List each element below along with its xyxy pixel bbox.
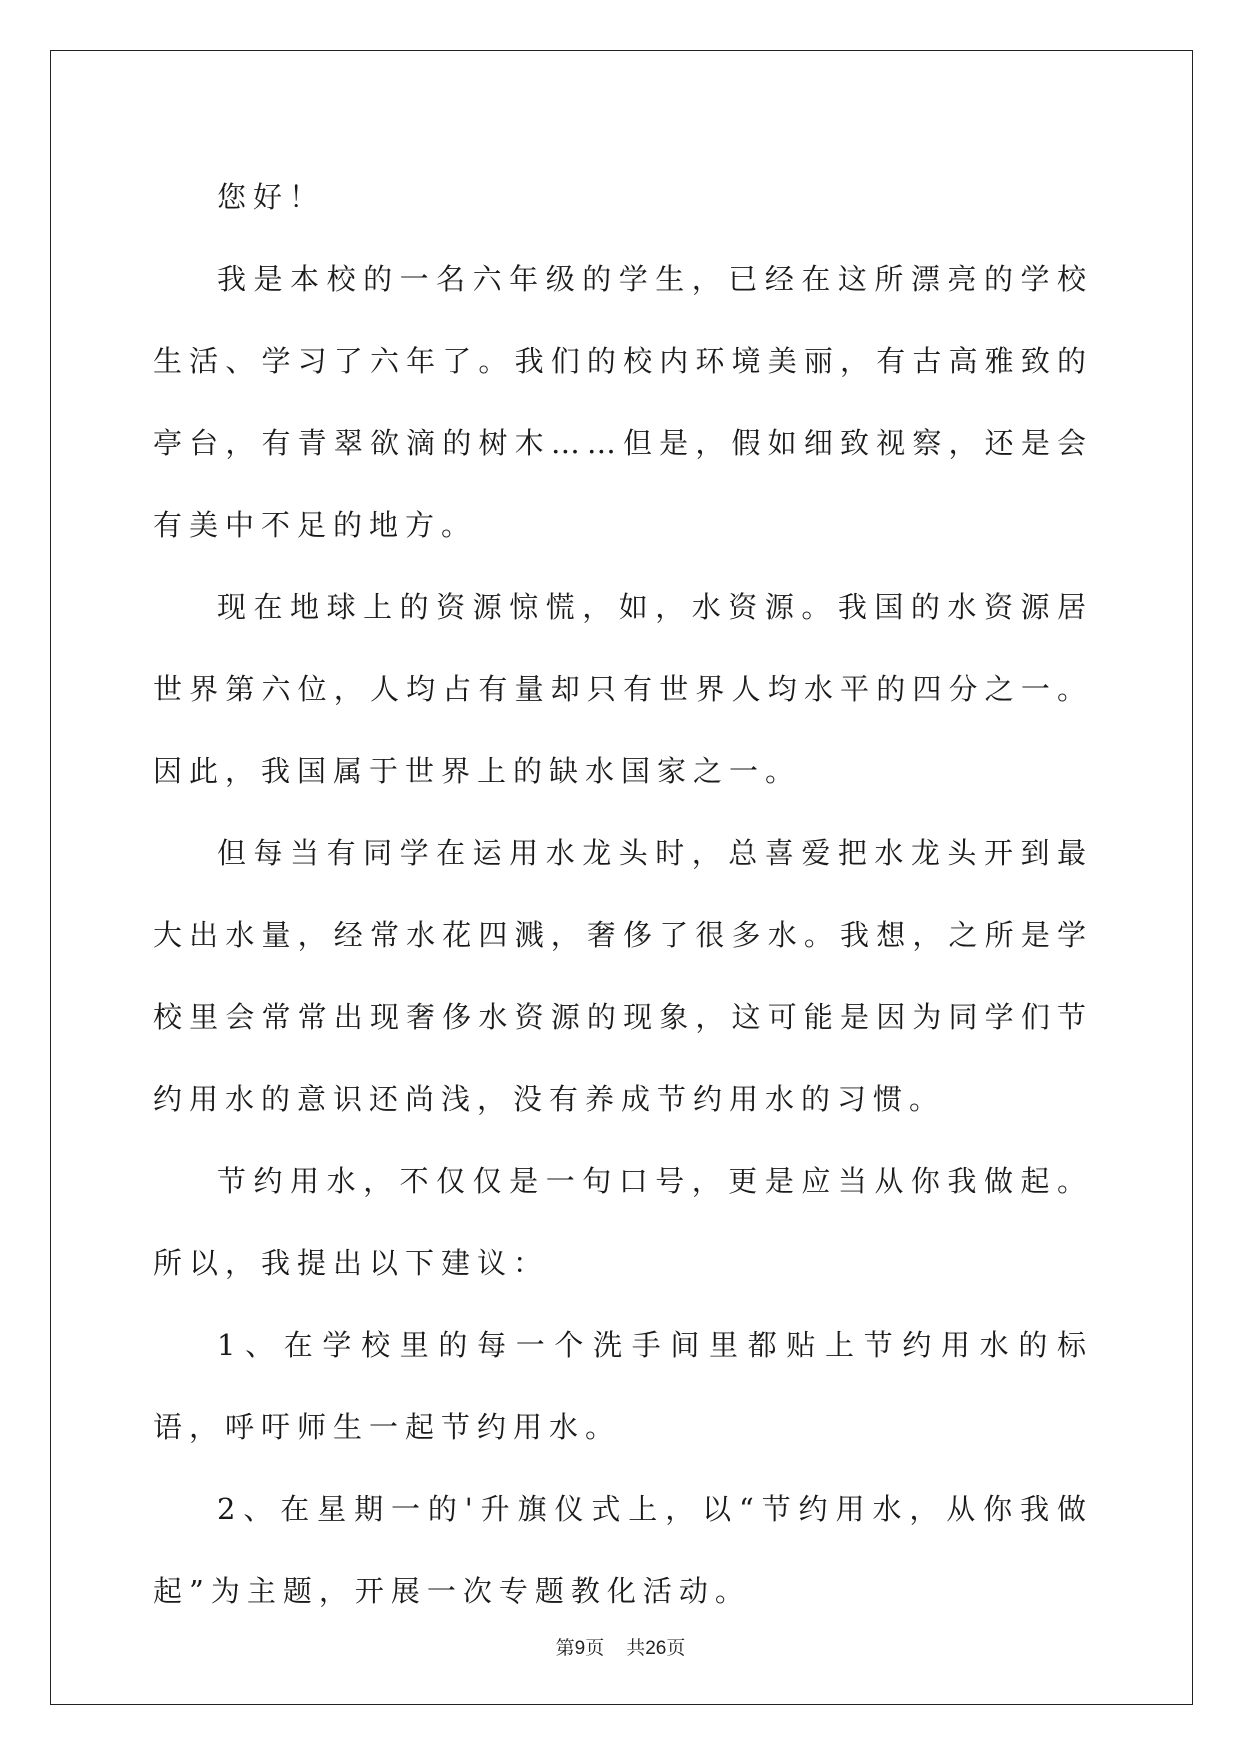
page-footer (0, 1633, 1241, 1660)
footer-page-suffix: 页 (585, 1637, 605, 1659)
page-number: 9 (574, 1638, 586, 1659)
footer-total-prefix: 共 (626, 1637, 646, 1659)
document-body (153, 156, 1093, 1632)
paragraph-suggestion-2: 2、在星期一的'升旗仪式上，以“节约用水，从你我做起”为主题，开展一次专题教化活动。 (153, 1492, 1093, 1608)
paragraph-suggestion-1: 1、在学校里的每一个洗手间里都贴上节约用水的标语，呼吁师生一起节约用水。 (153, 1328, 1093, 1444)
paragraph-greeting: 您好！ (217, 180, 326, 214)
paragraph-intro: 我是本校的一名六年级的学生，已经在这所漂亮的学校生活、学习了六年了。我们的校内环境美丽，有古高雅致的亭台，有青翠欲滴的树木……但是，假如细致视察，还是会有美中不足的地方。 (153, 262, 1093, 542)
paragraph-proposal: 节约用水，不仅仅是一句口号，更是应当从你我做起。所以，我提出以下建议： (153, 1164, 1093, 1280)
paragraph-waste: 但每当有同学在运用水龙头时，总喜爱把水龙头开到最大出水量，经常水花四溅，奢侈了很多水。我想，之所是学校里会常常出现奢侈水资源的现象，这可能是因为同学们节约用水的意识还尚浅，没有养成节约用水的习惯。 (153, 836, 1093, 1116)
paragraph-water-resources: 现在地球上的资源惊慌，如，水资源。我国的水资源居世界第六位，人均占有量却只有世界人均水平的四分之一。因此，我国属于世界上的缺水国家之一。 (153, 590, 1093, 788)
total-pages: 26 (645, 1638, 667, 1659)
footer-prefix: 第 (555, 1637, 575, 1659)
footer-total-suffix: 页 (666, 1637, 686, 1659)
